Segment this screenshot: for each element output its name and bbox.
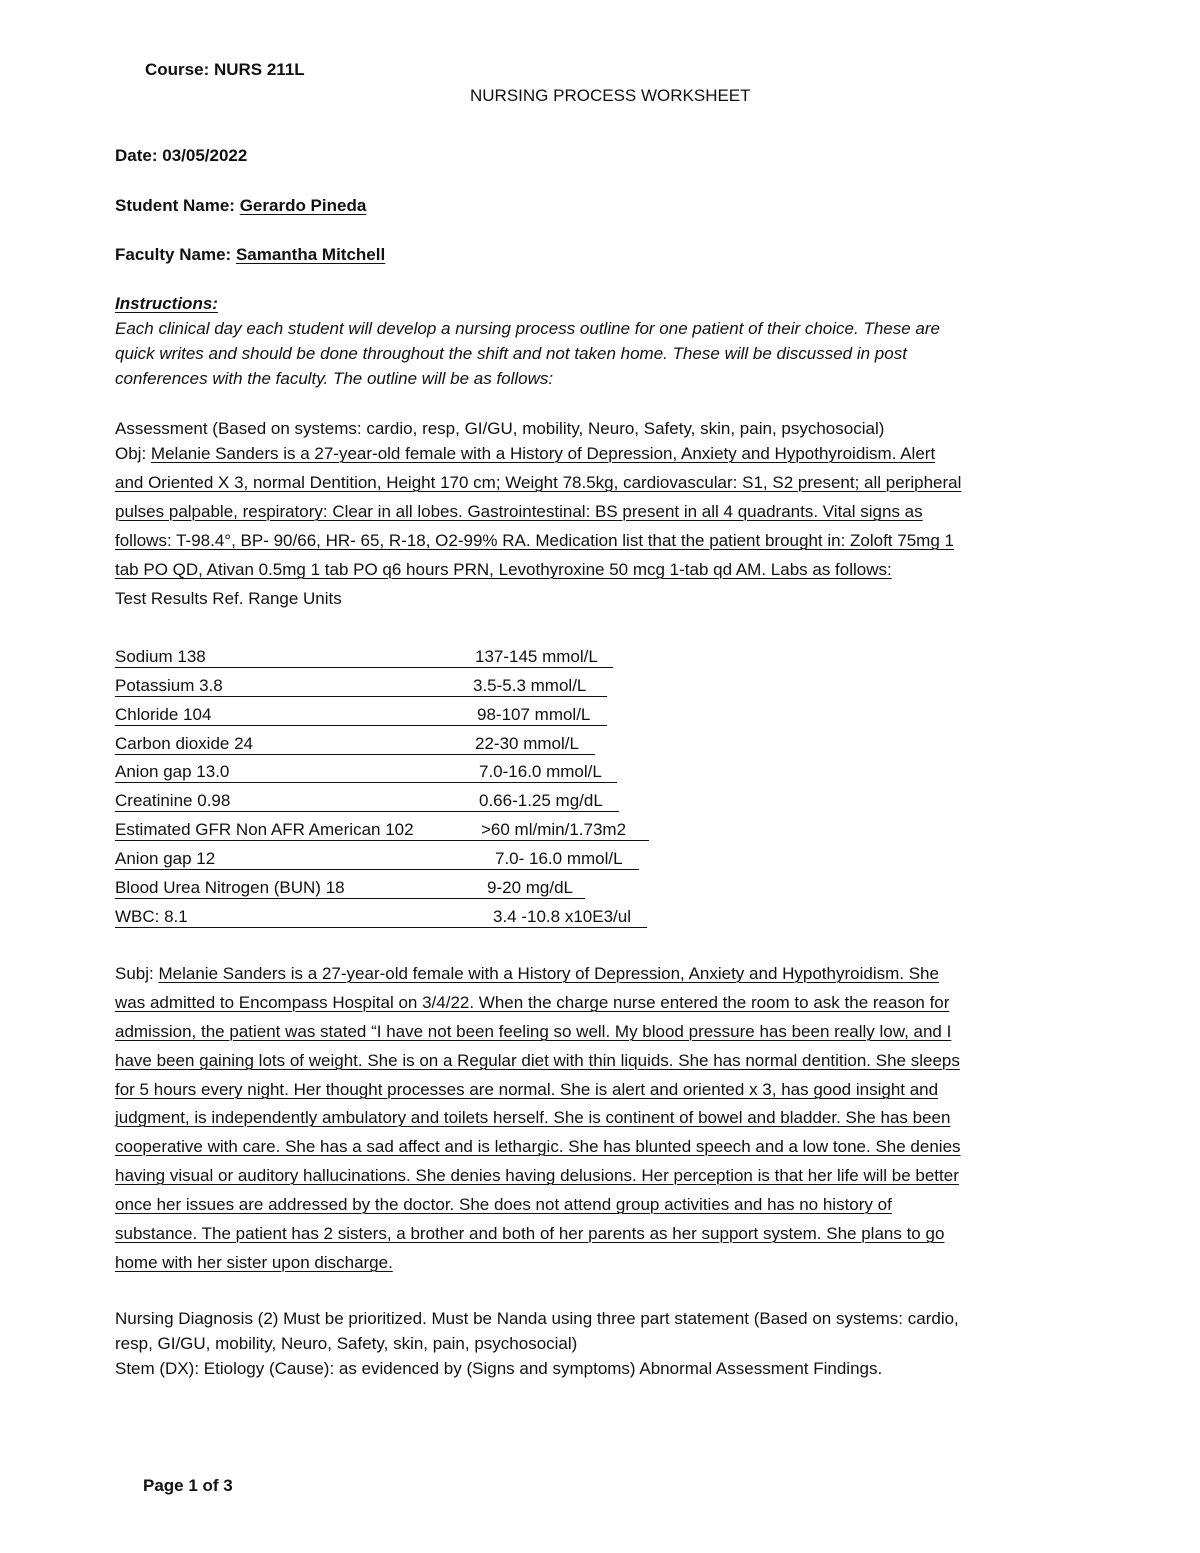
instructions-line: quick writes and should be done throughout the shift and not taken home. These will be discussed in post [115,344,907,363]
date-line [115,146,247,166]
subjective-line: was admitted to Encompass Hospital on 3/4/22. When the charge nurse entered the room to ask the reason for [115,993,950,1012]
subjective-line: once her issues are addressed by the doctor. She does not attend group activities and has no history of [115,1195,892,1214]
lab-range: 9-20 mg/dL [487,878,573,897]
subjective-line: judgment, is independently ambulatory and toilets herself. She is continent of bowel and bladder. She has been [115,1108,951,1127]
lab-underline [115,927,647,928]
subjective-line-first [115,964,939,984]
lab-range: 98-107 mmol/L [477,705,591,724]
date-value: 03/05/2022 [162,146,248,165]
lab-underline [115,667,613,668]
subjective-text: Melanie Sanders is a 27-year-old female with a History of Depression, Anxiety and Hypothyroidism. She [158,964,939,983]
faculty-name-value: Samantha Mitchell [235,245,386,264]
subjective-label: Subj: [115,964,154,983]
subjective-line: for 5 hours every night. Her thought processes are normal. She is alert and oriented x 3, has good insight and [115,1080,939,1099]
objective-line: follows: T-98.4°, BP- 90/66, HR- 65, R-18, O2-99% RA. Medication list that the patient brought in: Zoloft 75mg 1 [115,531,954,550]
lab-underline [115,811,619,812]
objective-line: and Oriented X 3, normal Dentition, Height 170 cm; Weight 78.5kg, cardiovascular: S1, S2 present; all peripheral [115,473,962,492]
lab-name: Chloride 104 [115,705,212,724]
faculty-name-line [115,245,385,265]
objective-line-first [115,444,935,464]
page-title: NURSING PROCESS WORKSHEET [470,86,751,105]
page-number: Page 1 of 3 [143,1476,233,1495]
diagnosis-line: resp, GI/GU, mobility, Neuro, Safety, skin, pain, psychosocial) [115,1334,578,1353]
lab-name: Estimated GFR Non AFR American 102 [115,820,414,839]
lab-name: Blood Urea Nitrogen (BUN) 18 [115,878,345,897]
lab-name: WBC: 8.1 [115,907,188,926]
lab-name: Potassium 3.8 [115,676,223,695]
lab-name: Sodium 138 [115,647,206,666]
faculty-name-label: Faculty Name: [115,245,232,264]
objective-label: Obj: [115,444,147,463]
objective-text: Melanie Sanders is a 27-year-old female with a History of Depression, Anxiety and Hypothyroidism. Alert [150,444,936,463]
lab-range: >60 ml/min/1.73m2 [481,820,627,839]
student-name-value: Gerardo Pineda [239,196,367,215]
diagnosis-line: Nursing Diagnosis (2) Must be prioritized. Must be Nanda using three part statement (Based on systems: cardio, [115,1309,959,1328]
student-name-line [115,196,366,216]
instructions-heading: Instructions: [115,294,218,313]
lab-range: 137-145 mmol/L [475,647,598,666]
lab-underline [115,696,607,697]
objective-line: pulses palpable, respiratory: Clear in all lobes. Gastrointestinal: BS present in all 4 quadrants. Vital signs as [115,502,923,521]
lab-underline [115,782,617,783]
lab-range: 22-30 mmol/L [475,734,579,753]
lab-underline [115,725,607,726]
lab-range: 7.0- 16.0 mmol/L [495,849,623,868]
subjective-line: cooperative with care. She has a sad affect and is lethargic. She has blunted speech and a low tone. She denies [115,1137,961,1156]
lab-range: 3.5-5.3 mmol/L [473,676,587,695]
lab-range: 0.66-1.25 mg/dL [479,791,603,810]
subjective-line: substance. The patient has 2 sisters, a brother and both of her parents as her support system. She plans to go [115,1224,945,1243]
course-label: Course: NURS 211L [145,60,305,79]
lab-underline [115,754,595,755]
subjective-line: having visual or auditory hallucinations. She denies having delusions. Her perception is that her life will be better [115,1166,959,1185]
lab-table-header: Test Results Ref. Range Units [115,589,342,608]
diagnosis-line: Stem (DX): Etiology (Cause): as evidenced by (Signs and symptoms) Abnormal Assessment Findings. [115,1359,883,1378]
subjective-line: home with her sister upon discharge. [115,1253,393,1272]
lab-underline [115,898,585,899]
lab-underline [115,840,649,841]
subjective-line: admission, the patient was stated “I have not been feeling so well. My blood pressure has been really low, and I [115,1022,952,1041]
lab-name: Creatinine 0.98 [115,791,231,810]
objective-line: tab PO QD, Ativan 0.5mg 1 tab PO q6 hours PRN, Levothyroxine 50 mcg 1-tab qd AM. Labs as follows: [115,560,892,579]
lab-range: 3.4 -10.8 x10E3/ul [493,907,631,926]
subjective-line: have been gaining lots of weight. She is on a Regular diet with thin liquids. She has normal dentition. She sleeps [115,1051,960,1070]
assessment-heading: Assessment (Based on systems: cardio, resp, GI/GU, mobility, Neuro, Safety, skin, pain, psychosocial) [115,419,885,438]
date-label: Date: [115,146,158,165]
lab-name: Anion gap 12 [115,849,216,868]
lab-name: Carbon dioxide 24 [115,734,253,753]
student-name-label: Student Name: [115,196,235,215]
lab-name: Anion gap 13.0 [115,762,230,781]
lab-range: 7.0-16.0 mmol/L [479,762,602,781]
instructions-line: conferences with the faculty. The outline will be as follows: [115,369,554,388]
instructions-line: Each clinical day each student will develop a nursing process outline for one patient of their choice. These are [115,319,940,338]
lab-underline [115,869,639,870]
